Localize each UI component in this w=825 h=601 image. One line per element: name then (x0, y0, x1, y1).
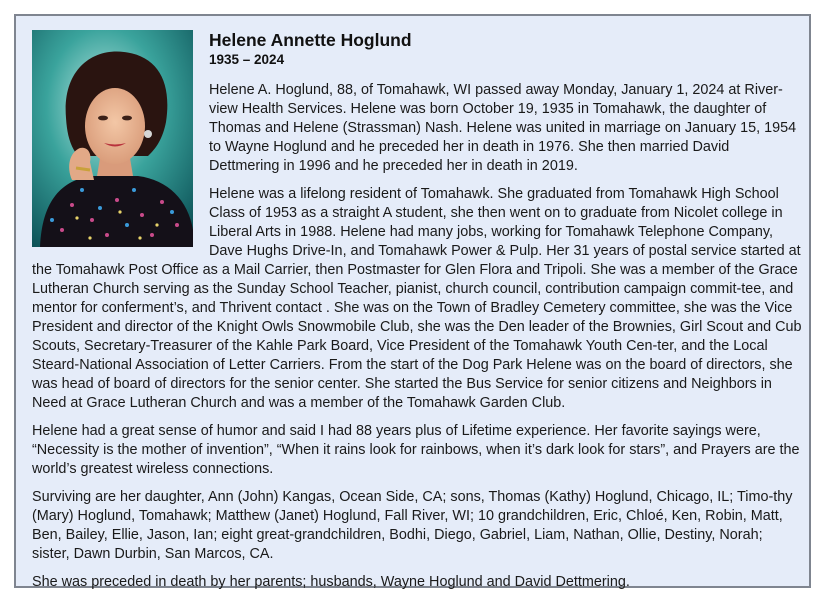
life-years: 1935 – 2024 (209, 52, 285, 67)
obituary-paragraph: Helene had a great sense of humor and said I had 88 years plus of Lifetime experience. Her favorite sayings were, “Necessity is the mother of invention”, “When it rains look for rainbows, when it’s dark look for stars”, and Prayers are the world’s greatest wireless connections. (32, 423, 800, 477)
obituary-card (14, 14, 811, 588)
obituary-paragraph: Surviving are her daughter, Ann (John) Kangas, Ocean Side, CA; sons, Thomas (Kathy) Hoglund, Chicago, IL; Timo-thy (Mary) Hoglund, Tomahawk; Matthew (Janet) Hoglund, Fall River, WI; 10 grandchildren, Eric, Chloé, Ken, Robin, Matt, Ben, Bailey, Ellie, Jason, Ian; eight great-grandchildren, Bodhi, Diego, Gabriel, Liam, Nathan, Ollie, Destiny, Norah; sister, Dawn Durbin, San Marcos, CA. (32, 489, 793, 562)
deceased-name: Helene Annette Hoglund (209, 30, 412, 50)
portrait-photo (32, 30, 193, 247)
obituary-paragraph: Helene was a lifelong resident of Tomahawk. She graduated from Tomahawk High School Class of 1953 as a straight A student, she then went on to graduate from Nicolet college in Liberal Arts in 1988. Helene had many jobs, working for Tomahawk Telephone Company, Dave Hughs Drive-In, and Tomahawk Power & Pulp. Her 31 years of postal service started at the Tomahawk Post Office as a Mail Carrier, then Postmaster for Glen Flora and Tripoli. She was a member of the Grace Lutheran Church serving as the Sunday School Teacher, pianist, church council, contribution campaign commit-tee, and mentor for conferment’s, and Thrivent contact . She was on the Town of Bradley Cemetery committee, she was the Vice President and director of the Knight Owls Snowmobile Club, she was the Den leader of the Brownies, Girl Scout and Cub Scouts, Secretary-Treasurer of the Kahle Park Board, Vice President of the Tomahawk Youth Cen-ter, and the Local Steard-National Association of Letter Carriers. From the start of the Dog Park Helene was on the board of directors, she was head of board of directors for the senior center. She started the Bus Service for senior citizens and Neighbors in Need at Grace Lutheran Church and was a member of the Tomahawk Garden Club. (32, 186, 802, 411)
obituary-paragraph: She was preceded in death by her parents; husbands, Wayne Hoglund and David Dettmering. (32, 574, 630, 590)
obituary-paragraph: Helene A. Hoglund, 88, of Tomahawk, WI passed away Monday, January 1, 2024 at River-view Health Services. Helene was born October 19, 1935 in Tomahawk, the daughter of Thomas and Helene (Strassman) Nash. Helene was united in marriage on January 15, 1954 to Wayne Hoglund and he preceded her in death in 1976. She then married David Dettmering in 1996 and he preceded her in death in 2019. (209, 82, 797, 174)
obituary-content (32, 30, 802, 601)
